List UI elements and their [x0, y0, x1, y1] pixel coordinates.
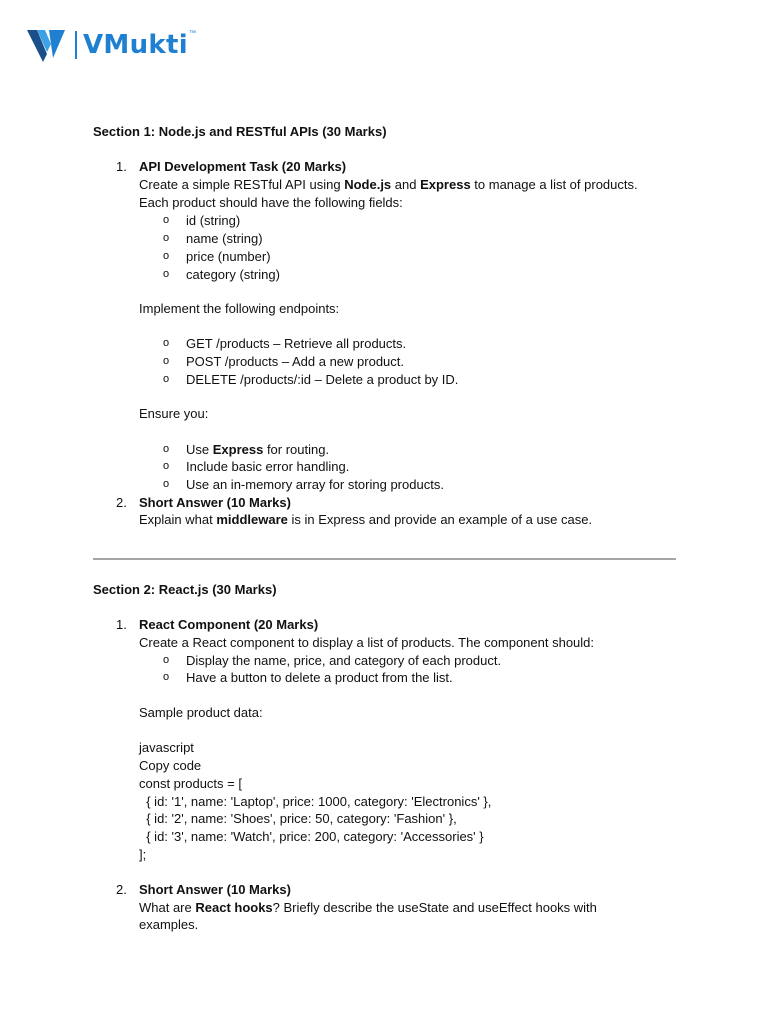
bullet-icon: o [163, 268, 170, 280]
endpoint-item: DELETE /products/:id – Delete a product by ID. [186, 372, 459, 387]
component-item: Have a button to delete a product from the list. [186, 670, 453, 685]
s1-q1-intro: Create a simple RESTful API using Node.js and Express to manage a list of products. [139, 177, 638, 192]
s2-q2-text: What are React hooks? Briefly describe the useState and useEffect hooks with [139, 900, 597, 915]
s1-q2-number: 2. [116, 495, 127, 510]
code-line: const products = [ [139, 776, 242, 791]
bullet-icon: o [163, 373, 170, 385]
s1-q2-text: Explain what middleware is in Express and provide an example of a use case. [139, 512, 593, 527]
endpoint-item: GET /products – Retrieve all products. [186, 336, 407, 351]
bullet-icon: o [163, 460, 170, 472]
section-2-title: Section 2: React.js (30 Marks) [93, 582, 277, 597]
bullet-icon: o [163, 478, 170, 490]
ensure-item: Include basic error handling. [186, 459, 350, 474]
s1-q1-ensure-intro: Ensure you: [139, 406, 209, 421]
s2-q2-number: 2. [116, 882, 127, 897]
s1-q2-title: Short Answer (10 Marks) [139, 495, 291, 510]
vmukti-logo [27, 28, 196, 62]
code-line: { id: '3', name: 'Watch', price: 200, category: 'Accessories' } [139, 829, 484, 844]
s2-q1-title: React Component (20 Marks) [139, 617, 319, 632]
s1-q1-number: 1. [116, 159, 127, 174]
bullet-icon: o [163, 232, 170, 244]
s2-q2-text-cont: examples. [139, 917, 199, 932]
logo-text: VMukti [83, 30, 188, 60]
s2-q1-number: 1. [116, 617, 127, 632]
ensure-item: Use an in-memory array for storing products. [186, 477, 444, 492]
bullet-icon: o [163, 443, 170, 455]
bullet-icon: o [163, 337, 170, 349]
field-item: id (string) [186, 213, 241, 228]
vmukti-logo-mark-icon [27, 28, 67, 62]
s2-q1-intro: Create a React component to display a list of products. The component should: [139, 635, 595, 650]
code-line: { id: '2', name: 'Shoes', price: 50, category: 'Fashion' }, [139, 811, 457, 826]
section-1-title: Section 1: Node.js and RESTful APIs (30 Marks) [93, 124, 387, 139]
code-line: javascript [139, 740, 194, 755]
field-item: price (number) [186, 249, 271, 264]
code-line: { id: '1', name: 'Laptop', price: 1000, category: 'Electronics' }, [139, 794, 492, 809]
s1-q1-title: API Development Task (20 Marks) [139, 159, 347, 174]
s2-q2-title: Short Answer (10 Marks) [139, 882, 291, 897]
s2-q1-sample-intro: Sample product data: [139, 705, 263, 720]
component-item: Display the name, price, and category of each product. [186, 653, 502, 668]
logo-divider [75, 31, 77, 59]
logo-trademark: ™ [188, 29, 196, 37]
field-item: category (string) [186, 267, 280, 282]
code-line: ]; [139, 847, 147, 862]
bullet-icon: o [163, 671, 170, 683]
bullet-icon: o [163, 355, 170, 367]
s1-q1-endpoints-intro: Implement the following endpoints: [139, 301, 340, 316]
endpoint-item: POST /products – Add a new product. [186, 354, 404, 369]
s1-q1-fields-intro: Each product should have the following fields: [139, 195, 403, 210]
section-divider [93, 558, 676, 560]
bullet-icon: o [163, 654, 170, 666]
bullet-icon: o [163, 250, 170, 262]
ensure-item: Use Express for routing. [186, 442, 330, 457]
bullet-icon: o [163, 214, 170, 226]
code-line: Copy code [139, 758, 202, 773]
field-item: name (string) [186, 231, 263, 246]
